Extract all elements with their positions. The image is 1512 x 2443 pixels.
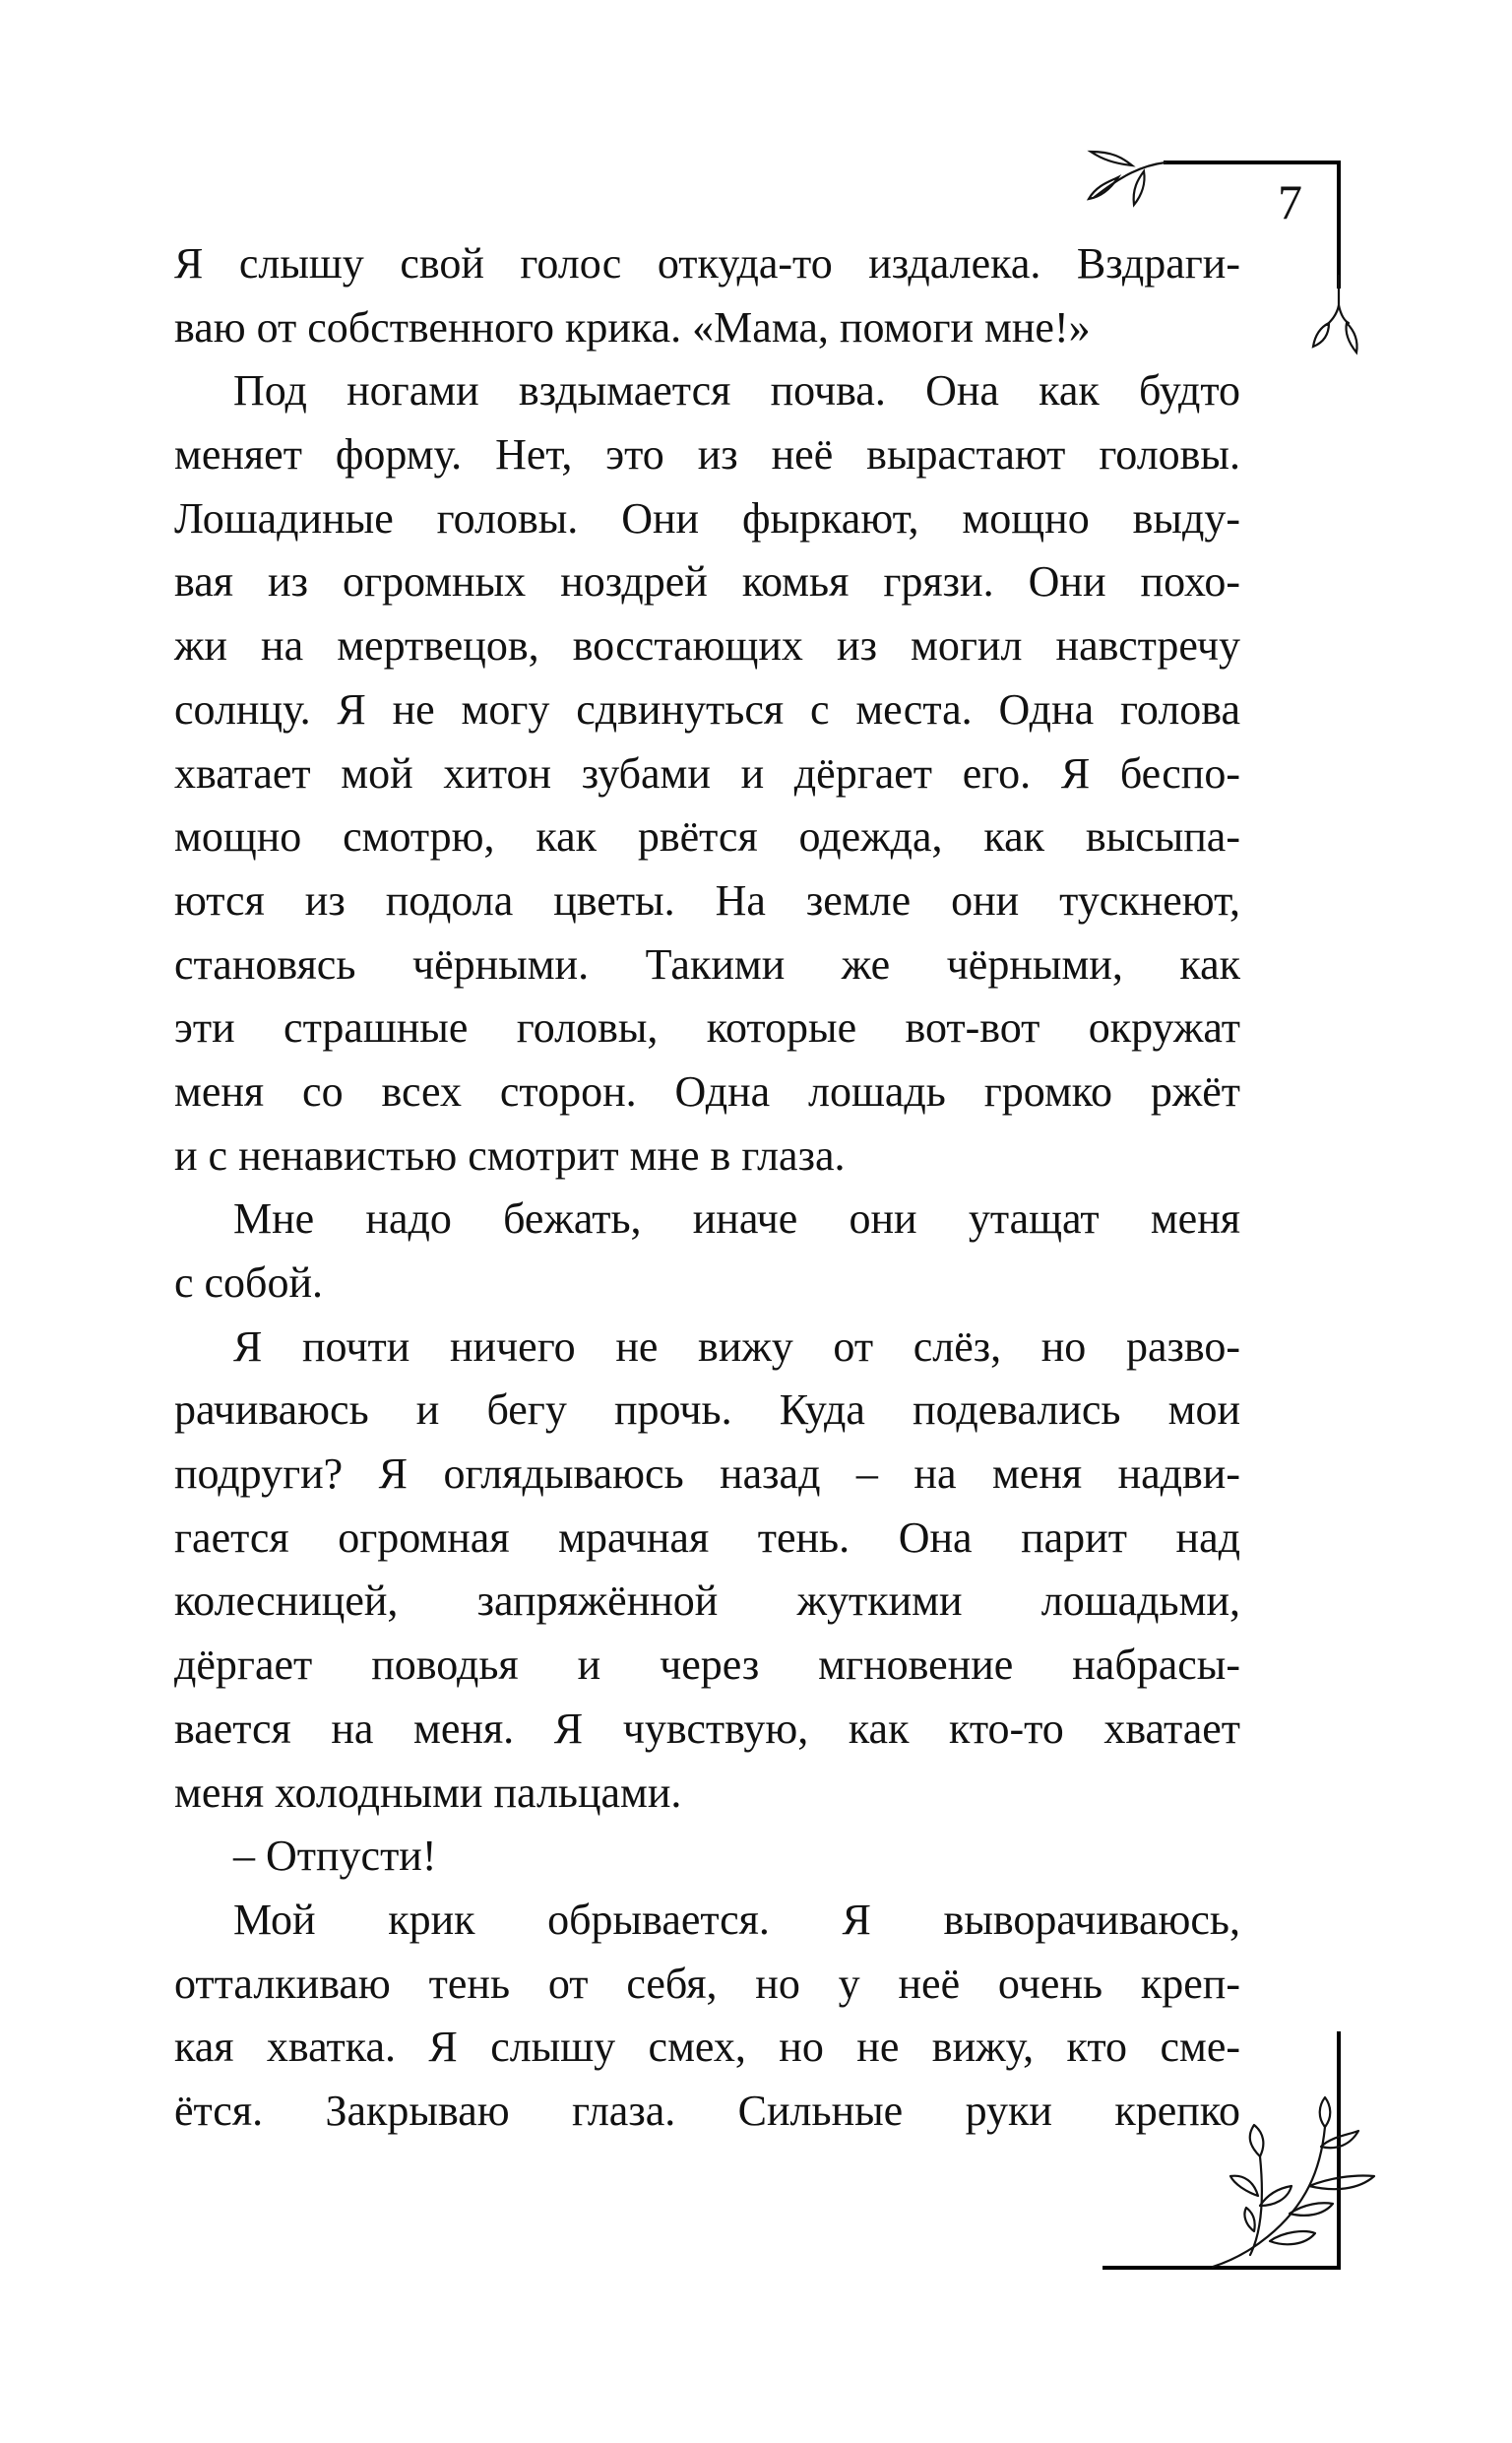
- text-line: – Отпусти!: [233, 1832, 437, 1881]
- text-line: рачиваюсь и бегу прочь. Куда подевались мои: [174, 1385, 1240, 1435]
- frame-right-top-line: [1337, 161, 1341, 289]
- text-line: эти страшные головы, которые вот-вот окружат: [174, 1003, 1240, 1053]
- text-line: ётся. Закрываю глаза. Сильные руки крепко: [174, 2086, 1240, 2135]
- text-line: меня холодными пальцами.: [174, 1768, 682, 1817]
- text-line: Мой крик обрывается. Я выворачиваюсь,: [233, 1895, 1240, 1944]
- leaf-branch-bottom-icon: [1211, 2097, 1378, 2275]
- paragraph: [174, 1188, 1240, 1315]
- text-line: кая хватка. Я слышу смех, но не вижу, кто сме-: [174, 2023, 1240, 2072]
- text-line: подруги? Я оглядываюсь назад – на меня надви-: [174, 1449, 1240, 1499]
- body-text: [174, 232, 1240, 2144]
- leaf-branch-right-icon: [1309, 276, 1368, 354]
- frame-top-line: [1164, 161, 1341, 164]
- text-line: вая из огромных ноздрей комья грязи. Они похо-: [174, 557, 1240, 607]
- text-line: солнцу. Я не могу сдвинуться с места. Одна голова: [174, 684, 1240, 734]
- text-line: ваю от собственного крика. «Мама, помоги мне!»: [174, 302, 1091, 352]
- text-line: меняет форму. Нет, это из неё вырастают головы.: [174, 430, 1240, 480]
- text-line: дёргает поводья и через мгновение набрасы-: [174, 1640, 1240, 1690]
- text-line: мощно смотрю, как рвётся одежда, как высыпа-: [174, 812, 1240, 862]
- page-number: 7: [1278, 174, 1302, 229]
- text-line: хватает мой хитон зубами и дёргает его. Я беспо-: [174, 748, 1240, 798]
- text-line: становясь чёрными. Такими же чёрными, как: [174, 939, 1240, 989]
- text-line: и с ненавистью смотрит мне в глаза.: [174, 1130, 846, 1180]
- text-line: ются из подола цветы. На земле они тускнеют,: [174, 875, 1240, 925]
- text-line: Мне надо бежать, иначе они утащат меня: [233, 1194, 1240, 1244]
- text-line: Я почти ничего не вижу от слёз, но разво-: [233, 1321, 1240, 1371]
- paragraph: [174, 1889, 1240, 2144]
- text-line: отталкиваю тень от себя, но у неё очень креп-: [174, 1959, 1240, 2008]
- text-line: вается на меня. Я чувствую, как кто-то хватает: [174, 1704, 1240, 1753]
- paragraph: [174, 1316, 1240, 1826]
- paragraph: [174, 1825, 1240, 1889]
- text-line: гается огромная мрачная тень. Она парит над: [174, 1512, 1240, 1562]
- text-line: Лошадиные головы. Они фыркают, мощно выду-: [174, 493, 1240, 543]
- text-line: меня со всех сторон. Одна лошадь громко ржёт: [174, 1066, 1240, 1116]
- text-line: жи на мертвецов, восстающих из могил навстречу: [174, 621, 1240, 671]
- text-line: с собой.: [174, 1258, 323, 1307]
- leaf-branch-top-left-icon: [1083, 138, 1181, 226]
- paragraph: [174, 359, 1240, 1188]
- paragraph: [174, 232, 1240, 359]
- text-line: Под ногами вздымается почва. Она как будто: [233, 366, 1240, 416]
- text-line: колесницей, запряжённой жуткими лошадьми,: [174, 1576, 1240, 1626]
- text-line: Я слышу свой голос откуда-то издалека. Вздраги-: [174, 239, 1240, 288]
